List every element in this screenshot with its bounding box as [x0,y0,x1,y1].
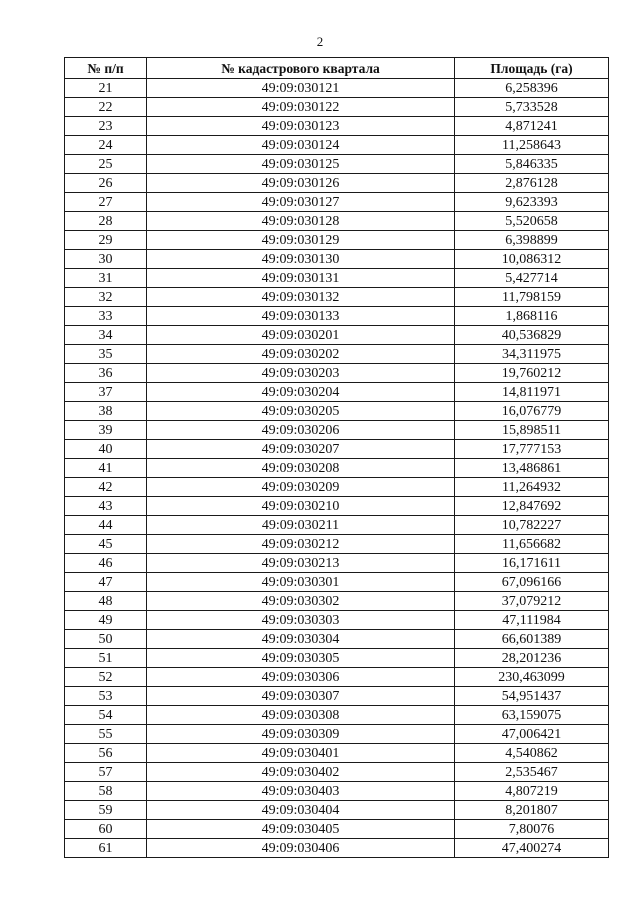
cadastral-number-cell: 49:09:030133 [147,307,455,326]
header-area: Площадь (га) [455,58,609,79]
row-number-cell: 38 [65,402,147,421]
cadastral-number-cell: 49:09:030302 [147,592,455,611]
area-cell: 9,623393 [455,193,609,212]
cadastral-number-cell: 49:09:030125 [147,155,455,174]
area-cell: 230,463099 [455,668,609,687]
row-number-cell: 59 [65,801,147,820]
table-row [65,364,609,383]
cadastral-number-cell: 49:09:030307 [147,687,455,706]
row-number-cell: 21 [65,79,147,98]
table-row [65,269,609,288]
table-row [65,117,609,136]
table-row [65,782,609,801]
row-number-cell: 57 [65,763,147,782]
row-number-cell: 56 [65,744,147,763]
table-row [65,516,609,535]
row-number-cell: 32 [65,288,147,307]
cadastral-number-cell: 49:09:030306 [147,668,455,687]
row-number-cell: 30 [65,250,147,269]
area-cell: 6,258396 [455,79,609,98]
table-row [65,421,609,440]
cadastral-table [64,57,609,858]
row-number-cell: 51 [65,649,147,668]
area-cell: 2,876128 [455,174,609,193]
cadastral-number-cell: 49:09:030130 [147,250,455,269]
table-row [65,478,609,497]
area-cell: 47,400274 [455,839,609,858]
area-cell: 4,807219 [455,782,609,801]
cadastral-number-cell: 49:09:030213 [147,554,455,573]
row-number-cell: 48 [65,592,147,611]
table-row [65,725,609,744]
area-cell: 12,847692 [455,497,609,516]
table-row [65,326,609,345]
row-number-cell: 54 [65,706,147,725]
row-number-cell: 46 [65,554,147,573]
page-number: 2 [316,34,324,49]
cadastral-number-cell: 49:09:030303 [147,611,455,630]
cadastral-number-cell: 49:09:030403 [147,782,455,801]
area-cell: 66,601389 [455,630,609,649]
row-number-cell: 58 [65,782,147,801]
table-row [65,402,609,421]
row-number-cell: 36 [65,364,147,383]
table-row [65,687,609,706]
table-row [65,801,609,820]
table-row [65,79,609,98]
area-cell: 5,427714 [455,269,609,288]
area-cell: 67,096166 [455,573,609,592]
area-cell: 4,540862 [455,744,609,763]
row-number-cell: 25 [65,155,147,174]
row-number-cell: 49 [65,611,147,630]
area-cell: 4,871241 [455,117,609,136]
cadastral-number-cell: 49:09:030132 [147,288,455,307]
table-row [65,592,609,611]
cadastral-number-cell: 49:09:030208 [147,459,455,478]
area-cell: 5,733528 [455,98,609,117]
cadastral-number-cell: 49:09:030128 [147,212,455,231]
area-cell: 7,80076 [455,820,609,839]
row-number-cell: 41 [65,459,147,478]
area-cell: 11,258643 [455,136,609,155]
area-cell: 10,782227 [455,516,609,535]
table-row [65,706,609,725]
header-row [65,58,609,79]
row-number-cell: 47 [65,573,147,592]
table-row [65,193,609,212]
cadastral-number-cell: 49:09:030308 [147,706,455,725]
cadastral-number-cell: 49:09:030202 [147,345,455,364]
row-number-cell: 42 [65,478,147,497]
table-row [65,668,609,687]
area-cell: 14,811971 [455,383,609,402]
area-cell: 19,760212 [455,364,609,383]
table-row [65,497,609,516]
area-cell: 1,868116 [455,307,609,326]
table-row [65,459,609,478]
area-cell: 5,520658 [455,212,609,231]
area-cell: 34,311975 [455,345,609,364]
header-row-number: № п/п [65,58,147,79]
table-row [65,307,609,326]
area-cell: 47,111984 [455,611,609,630]
cadastral-number-cell: 49:09:030129 [147,231,455,250]
row-number-cell: 44 [65,516,147,535]
table-row [65,611,609,630]
cadastral-number-cell: 49:09:030207 [147,440,455,459]
table-row [65,573,609,592]
table-row [65,383,609,402]
cadastral-number-cell: 49:09:030206 [147,421,455,440]
table-row [65,98,609,117]
area-cell: 10,086312 [455,250,609,269]
row-number-cell: 45 [65,535,147,554]
row-number-cell: 35 [65,345,147,364]
table-row [65,554,609,573]
area-cell: 37,079212 [455,592,609,611]
area-cell: 8,201807 [455,801,609,820]
table-row [65,440,609,459]
cadastral-number-cell: 49:09:030123 [147,117,455,136]
table-body [65,79,609,858]
table-row [65,212,609,231]
cadastral-number-cell: 49:09:030401 [147,744,455,763]
row-number-cell: 34 [65,326,147,345]
table-row [65,630,609,649]
cadastral-number-cell: 49:09:030406 [147,839,455,858]
row-number-cell: 26 [65,174,147,193]
cadastral-number-cell: 49:09:030205 [147,402,455,421]
cadastral-number-cell: 49:09:030121 [147,79,455,98]
table-row [65,839,609,858]
header-cadastral-quarter: № кадастрового квартала [147,58,455,79]
area-cell: 16,171611 [455,554,609,573]
table-row [65,231,609,250]
cadastral-number-cell: 49:09:030309 [147,725,455,744]
table-row [65,250,609,269]
row-number-cell: 24 [65,136,147,155]
cadastral-number-cell: 49:09:030124 [147,136,455,155]
row-number-cell: 52 [65,668,147,687]
table-row [65,820,609,839]
table-row [65,345,609,364]
area-cell: 28,201236 [455,649,609,668]
area-cell: 54,951437 [455,687,609,706]
row-number-cell: 50 [65,630,147,649]
area-cell: 6,398899 [455,231,609,250]
cadastral-number-cell: 49:09:030204 [147,383,455,402]
cadastral-number-cell: 49:09:030301 [147,573,455,592]
cadastral-number-cell: 49:09:030402 [147,763,455,782]
cadastral-number-cell: 49:09:030404 [147,801,455,820]
area-cell: 40,536829 [455,326,609,345]
cadastral-number-cell: 49:09:030126 [147,174,455,193]
row-number-cell: 40 [65,440,147,459]
area-cell: 47,006421 [455,725,609,744]
area-cell: 63,159075 [455,706,609,725]
row-number-cell: 31 [65,269,147,288]
row-number-cell: 29 [65,231,147,250]
cadastral-number-cell: 49:09:030212 [147,535,455,554]
cadastral-number-cell: 49:09:030211 [147,516,455,535]
row-number-cell: 53 [65,687,147,706]
row-number-cell: 39 [65,421,147,440]
cadastral-number-cell: 49:09:030304 [147,630,455,649]
cadastral-number-cell: 49:09:030131 [147,269,455,288]
row-number-cell: 43 [65,497,147,516]
area-cell: 11,264932 [455,478,609,497]
row-number-cell: 55 [65,725,147,744]
area-cell: 16,076779 [455,402,609,421]
area-cell: 13,486861 [455,459,609,478]
table-row [65,649,609,668]
table-row [65,744,609,763]
row-number-cell: 27 [65,193,147,212]
table-row [65,288,609,307]
area-cell: 11,656682 [455,535,609,554]
table-row [65,763,609,782]
cadastral-number-cell: 49:09:030201 [147,326,455,345]
table-row [65,535,609,554]
cadastral-number-cell: 49:09:030122 [147,98,455,117]
row-number-cell: 60 [65,820,147,839]
row-number-cell: 28 [65,212,147,231]
cadastral-number-cell: 49:09:030127 [147,193,455,212]
cadastral-number-cell: 49:09:030203 [147,364,455,383]
row-number-cell: 23 [65,117,147,136]
area-cell: 2,535467 [455,763,609,782]
table-row [65,174,609,193]
cadastral-number-cell: 49:09:030405 [147,820,455,839]
row-number-cell: 22 [65,98,147,117]
table-row [65,155,609,174]
cadastral-number-cell: 49:09:030305 [147,649,455,668]
cadastral-number-cell: 49:09:030209 [147,478,455,497]
cadastral-number-cell: 49:09:030210 [147,497,455,516]
table-header [65,58,609,79]
row-number-cell: 61 [65,839,147,858]
area-cell: 5,846335 [455,155,609,174]
row-number-cell: 37 [65,383,147,402]
table-row [65,136,609,155]
row-number-cell: 33 [65,307,147,326]
area-cell: 11,798159 [455,288,609,307]
area-cell: 17,777153 [455,440,609,459]
area-cell: 15,898511 [455,421,609,440]
